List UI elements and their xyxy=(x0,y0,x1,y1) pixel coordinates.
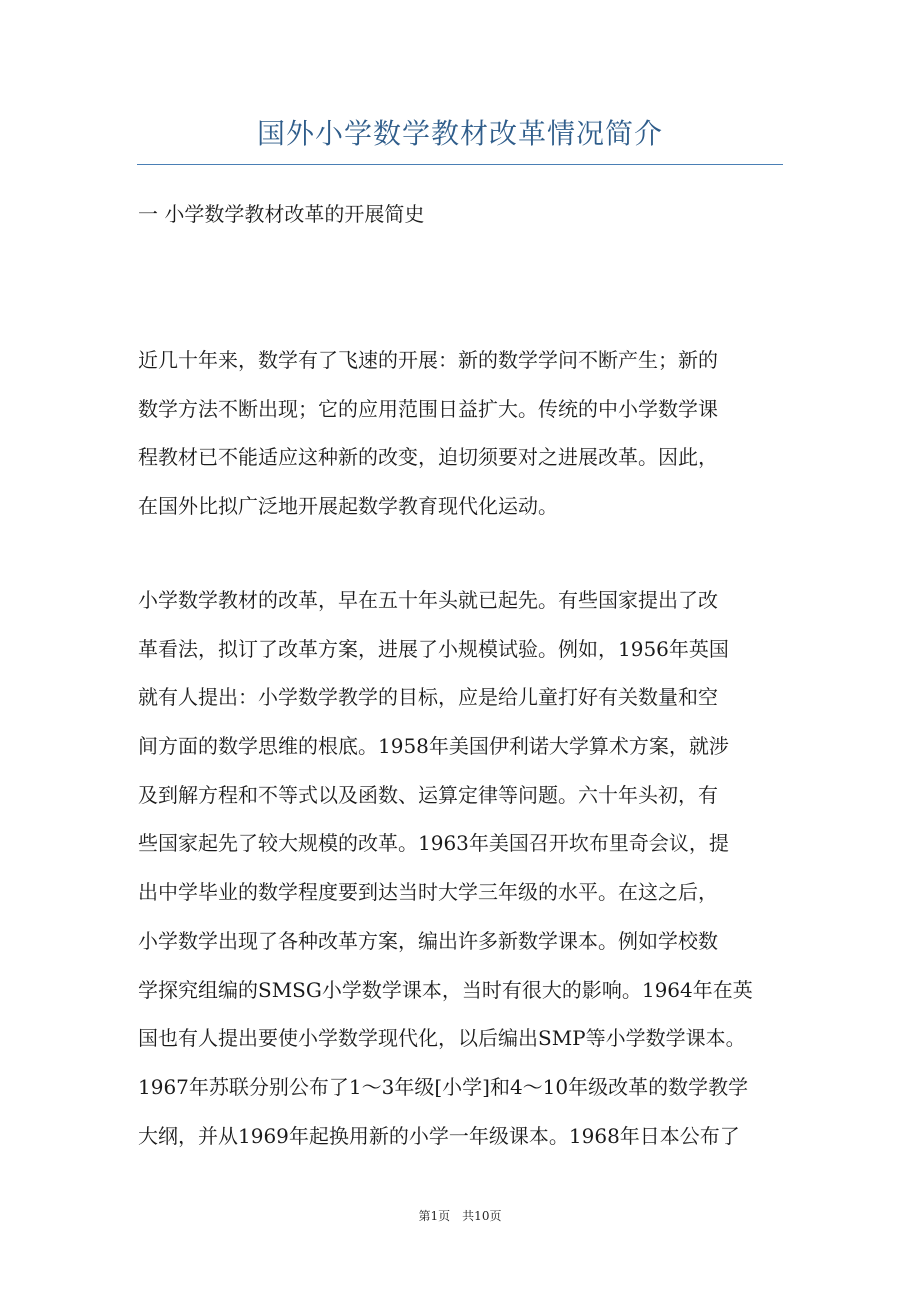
paragraph-line: 程教材已不能适应这种新的改变，迫切须要对之进展改革。因此， xyxy=(138,445,718,470)
paragraph-line: 间方面的数学思维的根底。1958年美国伊利诺大学算术方案，就涉 xyxy=(138,734,729,759)
paragraph-line: 小学数学教材的改革，早在五十年头就已起先。有些国家提出了改 xyxy=(138,588,718,612)
paragraph-line: 在国外比拟广泛地开展起数学教育现代化运动。 xyxy=(138,494,558,519)
paragraph-line: 国也有人提出要使小学数学现代化，以后编出SMP等小学数学课本。 xyxy=(138,1026,746,1051)
document-title: 国外小学数学教材改革情况简介 xyxy=(256,117,663,150)
paragraph-2 xyxy=(138,576,778,1160)
paragraph-line: 些国家起先了较大规模的改革。1963年美国召开坎布里奇会议，提 xyxy=(138,831,729,856)
paragraph-line: 1967年苏联分别公布了1～3年级[小学]和4～10年级改革的数学教学 xyxy=(138,1074,749,1099)
paragraph-line: 近几十年来，数学有了飞速的开展：新的数学学问不断产生；新的 xyxy=(138,348,718,372)
title-underline xyxy=(137,164,783,165)
paragraph-line: 学探究组编的SMSG小学数学课本，当时有很大的影响。1964年在英 xyxy=(138,977,753,1002)
paragraph-line: 出中学毕业的数学程度要到达当时大学三年级的水平。在这之后， xyxy=(138,880,718,905)
paragraph-line: 大纲，并从1969年起换用新的小学一年级课本。1968年日本公布了 xyxy=(138,1123,740,1148)
paragraph-line: 及到解方程和不等式以及函数、运算定律等问题。六十年头初，有 xyxy=(138,782,718,807)
paragraph-line: 就有人提出：小学数学教学的目标，应是给儿童打好有关数量和空 xyxy=(138,685,718,710)
paragraph-line: 小学数学出现了各种改革方案，编出许多新数学课本。例如学校数 xyxy=(138,928,718,953)
paragraph-1 xyxy=(138,336,778,531)
paragraph-line: 革看法，拟订了改革方案，进展了小规模试验。例如，1956年英国 xyxy=(138,636,729,661)
paragraph-line: 数学方法不断出现；它的应用范围日益扩大。传统的中小学数学课 xyxy=(138,396,718,421)
page-number-footer: 第1页 共10页 xyxy=(418,1209,502,1223)
section-heading: 一 小学数学教材改革的开展简史 xyxy=(138,202,425,226)
